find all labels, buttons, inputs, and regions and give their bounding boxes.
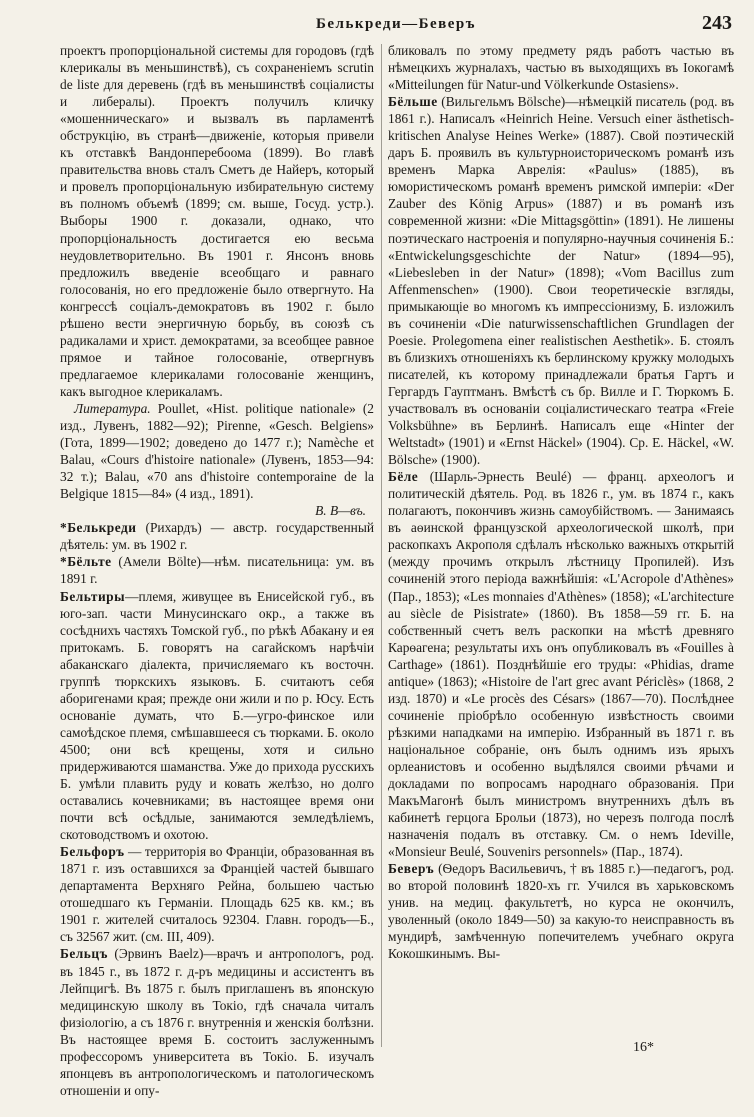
author-signature: В. В—въ.	[315, 503, 366, 519]
entry-text: (Амели Bölte)—нѣм. писательница: ум. въ 1891 г.	[60, 554, 374, 587]
entry-headword: Бельфоръ	[60, 844, 125, 860]
entry-text: (Шарль-Эрнесть Beulé) — франц. археологъ и политическій дѣятель. Род. въ 1826 г., ум. въ 1874 г., какъ полагаютъ, покончивъ жизнь самоубійствомъ. — Занимаясь въ аѳинской французской археологической школѣ, при раскопкахъ Акрополя сдѣлалъ нѣсколько важныхъ открытій (между прочимъ открылъ лѣстницу Пропилей). Изъ сочиненій этого періода важнѣйшія: «L'Acropole d'Athènes» (Пар., 1853); «Les monnaies d'Athènes» (1858); «L'architecture au siècle de Pisistrate» (1860). Въ 1858—59 гг. Б. на собственный счетъ велъ раскопки на мѣстѣ древняго Карѳагена; результаты ихъ онъ опубликовалъ въ «Fouilles à Carthage» (1861). Позднѣйшіе его труды: «Phidias, drame antique» (1863); «Histoire de l'art grec avant Périclès» (1868, 2 изд. 1870) и «Le procès des Césars» (1867—70). Послѣднее сочиненіе пріобрѣло особенную извѣстность своими рѣзкими нападками на имперію. Избранный въ 1871 г. въ національное собраніе, онъ былъ однимъ изъ ярыхъ орлеанистовъ и особенно выдѣлялся своими рѣчами и докладами по вопросамъ народнаго образованія. При МакъМагонѣ былъ министромъ внутреннихъ дѣлъ въ кабинетѣ герцога Брольи (1873), но черезъ полгода послѣ назначенія подалъ въ отставку. См. о немъ Ideville, «Monsieur Beulé, Souvenirs personnels» (Пар., 1874).	[388, 469, 734, 860]
entry-text: —племя, живущее въ Енисейской губ., въ юго-зап. части Минусинскаго окр., а также въ сосѣднихъ частяхъ Томской губ., по рѣкѣ Абакану и ея притокамъ. Б. говорятъ на сагайскомъ нарѣчіи абаканскаго діалекта, причисляемаго къ восточн. группѣ тюркскихъ языковъ. Б. считаютъ себя аборигенами края; прежде они жили и по р. Юсу. Есть основаніе думать, что Б.—угро-финское или самоѣдское племя, смѣшавшееся съ тюрками. Б. около 4500; они всѣ крещены, хотя и сильно придерживаются шаманства. Уже до прихода русскихъ Б. умѣли плавить руду и ковать желѣзо, но долго оставались кочевниками; въ настоящее время они почти всѣ осѣдлые, занимаются земледѣліемъ, скотоводствомъ и охотою.	[60, 588, 374, 843]
entry-text: (Эрвинъ Baelz)—врачъ и антропологъ, род. въ 1845 г., въ 1872 г. д-ръ медицины и ассистентъ въ Лейпцигѣ. Въ 1875 г. былъ приглашенъ въ японскую медицинскую школу въ Токіо, гдѣ сначала читалъ физіологію, а съ 1876 г. внутреннія и женскія болѣзни. Въ настоящее время Б. состоитъ заслуженнымъ профессоромъ университета въ Токіо. Б. изучалъ японцевъ въ антропологическомъ и патологическомъ отношеніи и опу-	[60, 946, 374, 1098]
entry-headword: Бельцъ	[60, 946, 108, 962]
page-header	[60, 12, 732, 36]
entry-bolshe	[388, 93, 734, 468]
entry-belfor	[60, 843, 374, 945]
entry-text: (Вильгельмъ Bölsche)—нѣмецкій писатель (род. въ 1861 г.). Написалъ «Heinrich Heine. Versuch einer ästhetisch-kritischen Analyse Heines Werke» (1887). Свой поэтическій даръ Б. проявилъ въ культурноисторическомъ романѣ изъ временъ Марка Аврелія: «Paulus» (1885), въ юмористическомъ романѣ временъ римской имперіи: «Der Zauber des König Arpus» (1887) и въ романѣ изъ современной жизни: «Die Mittagsgöttin» (1891). Не лишены поэтическаго настроенія и популярно-научныя сочиненія Б.: «Entwickelungsgeschichte der Natur» (1894—95), «Liebesleben in der Natur» (1898); «Vom Bacillus zum Affenmenschen» (1900). Свои теоретическіе взгляды, примыкающіе во многомъ къ импрессіонизму, Б. изложилъ въ сочиненіи «Die naturwissenschaftlichen Grundlagen der Poesie. Prolegomena einer realistischen Aesthetik». Б. стоялъ въ близкихъ отношеніяхъ къ берлинскому кружку молодыхъ писателей, къ которому принадлежали братья Гартъ и Гергардъ Гауптманъ. Вмѣстѣ съ бр. Вилле и Г. Тюркомъ Б. участвовалъ въ основаніи соціалистическаго театра «Freie Volksbühne» въ Берлинѣ. Написалъ еще «Hinter der Weltstadt» (1901) и «Ernst Häckel» (1904). Ср. E. Häckel, «W. Bölsche» (1900).	[388, 94, 734, 468]
paragraph-continuation: бликовалъ по этому предмету рядъ работъ частью въ нѣмецкихъ журналахъ, частью въ выходящихъ въ Іокогамѣ «Mitteilungen für Natur-und Völkerkunde Ostasiens».	[388, 43, 734, 93]
entry-bever	[388, 860, 734, 962]
entry-text: (Ѳедоръ Васильевичъ, † въ 1885 г.)—педагогъ, род. во второй половинѣ 1820-хъ гг. Учился въ харьковскомъ унив. на медиц. факультетѣ, но курса не окончилъ, уволенный (около 1849—50) за какую-то неисправность въ мундирѣ, замѣченную попечителемъ учебнаго округа Кокошкинымъ. Вы-	[388, 861, 734, 962]
entry-headword: Бёльше	[388, 94, 438, 110]
literature-paragraph	[60, 400, 374, 502]
entry-bolte	[60, 553, 374, 587]
entry-text: — территорія во Франціи, образованная въ 1871 г. изъ оставшихся за Франціей частей бывшаго департамента Верхняго Рейна, большею частью отошедшаго къ Германіи. Площадь 625 кв. км.; въ 1901 г. жителей считалось 92304. Главн. городъ—Б., съ 32567 жит. (см. III, 409).	[60, 844, 374, 945]
running-title: Белькреди—Беверъ	[315, 16, 477, 32]
paragraph-continuation: проектъ пропорціональной системы для городовъ (гдѣ клерикалы въ меньшинствѣ), съ сохраненіемъ scrutin de liste для деревень (гдѣ въ меньшинствѣ соціалисты и либералы). Проектъ получилъ кличку «мошенническаго» и вызвалъ въ парламентѣ обструкцію, въ странѣ—движеніе, которыя привели къ отставкѣ Вандонперебоома (1899). Во главѣ правительства вновь сталъ Сметъ де Найеръ, который и провелъ пропорціональную избирательную систему въ полномъ объемѣ (1899; см. выше, Госуд. устр.). Выборы 1900 г. доказали, однако, что пропорціональность достигается ею весьма неудовлетворительно. Въ 1901 г. Янсонъ вновь предложилъ введеніе всеобщаго и равнаго голосованія, но его предложеніе было отвергнуто. На конгрессѣ соціалъ-демократовъ въ 1902 г. было рѣшено вести энергичную борьбу, въ союзѣ съ радикалами и христ. демократами, за всеобщее равное прямое и тайное голосованіе, отвергнувъ предлагаемое клерикалами голосованіе женщинъ, какъ выгодное клерикаламъ.	[60, 43, 374, 399]
page-number: 243	[702, 12, 732, 34]
literature-label: Литература.	[74, 400, 151, 416]
entry-text: (Рихардъ) — австр. государственный дѣятель: ум. въ 1902 г.	[60, 520, 374, 553]
entry-headword: Бёле	[388, 469, 419, 485]
entry-belts	[60, 945, 374, 1098]
literature-text: Poullet, «Hist. politique nationale» (2 изд., Лувенъ, 1882—92); Pirenne, «Gesch. Belgiens» (Гота, 1899—1902; доведено до 1477 г.); Namèche et Balau, «Cours d'histoire nationale» (Лувенъ, 1853—94: 32 т.); Balau, «70 ans d'histoire contemporaine de la Belgique 1815—84» (4 изд., 1891).	[60, 400, 374, 502]
entry-headword: Бельтиры	[60, 588, 126, 604]
entry-belkredi	[60, 519, 374, 553]
entry-headword: *Белькреди	[60, 520, 137, 536]
entry-headword: Беверъ	[388, 861, 435, 877]
signature-mark: 16*	[633, 1040, 654, 1055]
right-column	[388, 42, 734, 963]
column-divider	[381, 44, 382, 1047]
entry-headword: *Бёльте	[60, 554, 112, 570]
entry-beule	[388, 468, 734, 860]
entry-beltiry	[60, 588, 374, 844]
left-column	[60, 42, 374, 1099]
